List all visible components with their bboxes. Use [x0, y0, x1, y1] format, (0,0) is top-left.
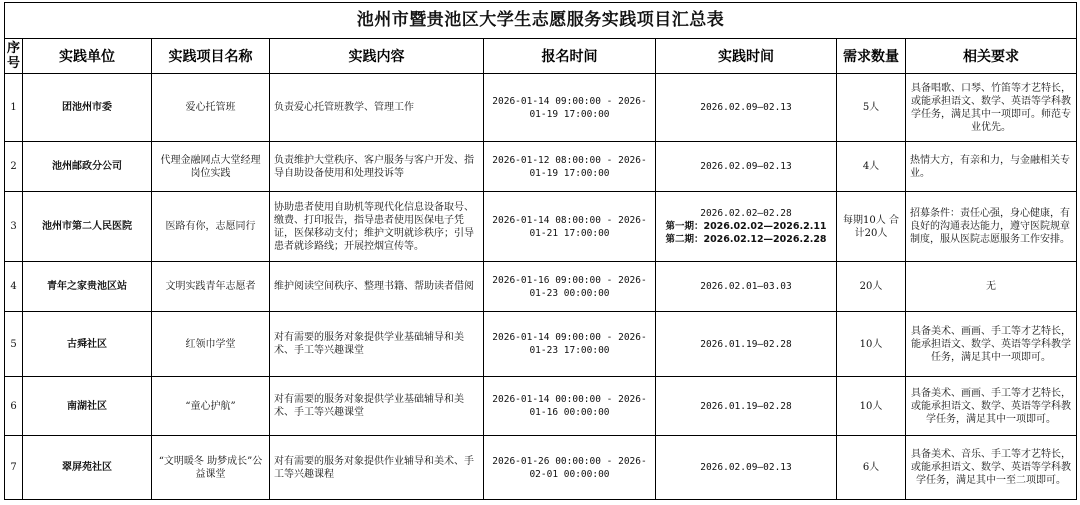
- row-qty: 10人: [837, 377, 906, 436]
- row-signup: 2026-01-14 08:00:00 - 2026-01-21 17:00:00: [484, 192, 656, 262]
- row-req: 招募条件：责任心强，身心健康，有良好的沟通表达能力，遵守医院规章制度，服从医院志愿服务工作安排。: [906, 192, 1077, 262]
- row-req: 具备美术、画画、手工等才艺特长，或能承担语文、数学、英语等学科教学任务，满足其中一项即可。: [906, 377, 1077, 436]
- summary-sheet: [4, 2, 1076, 500]
- row-time-main: 2026.02.09—02.13: [700, 161, 792, 172]
- row-qty: 4人: [837, 142, 906, 192]
- row-signup: 2026-01-14 09:00:00 - 2026-01-19 17:00:00: [484, 74, 656, 142]
- row-project: 爱心托管班: [152, 74, 270, 142]
- row-qty: 每期10人 合计20人: [837, 192, 906, 262]
- row-signup: 2026-01-14 09:00:00 - 2026-01-23 17:00:00: [484, 312, 656, 377]
- row-time: [656, 74, 837, 142]
- row-req: 具备美术、画画、手工等才艺特长，能承担语文、数学、英语等学科教学任务，满足其中一项即可。: [906, 312, 1077, 377]
- table-row: [5, 312, 1077, 377]
- row-unit: 古舜社区: [23, 312, 152, 377]
- table-row: [5, 377, 1077, 436]
- header-project: 实践项目名称: [152, 39, 270, 74]
- header-time: 实践时间: [656, 39, 837, 74]
- row-signup: 2026-01-14 00:00:00 - 2026-01-16 00:00:00: [484, 377, 656, 436]
- row-qty: 20人: [837, 262, 906, 312]
- row-index: 3: [5, 192, 23, 262]
- row-req: 具备美术、音乐、手工等才艺特长，或能承担语文、数学、英语等学科教学任务，满足其中一至二项即可。: [906, 436, 1077, 500]
- header-qty: 需求数量: [837, 39, 906, 74]
- row-time-main: 2026.02.01—03.03: [700, 281, 792, 292]
- row-unit: 池州邮政分公司: [23, 142, 152, 192]
- row-time: [656, 192, 837, 262]
- header-index-text: 序号: [6, 41, 20, 71]
- row-project: 文明实践青年志愿者: [152, 262, 270, 312]
- row-index: 1: [5, 74, 23, 142]
- row-time-main: 2026.01.19—02.28: [700, 338, 792, 350]
- table-row: [5, 192, 1077, 262]
- header-unit: 实践单位: [23, 39, 152, 74]
- row-qty: 5人: [837, 74, 906, 142]
- row-unit: 青年之家贵池区站: [23, 262, 152, 312]
- row-qty: 6人: [837, 436, 906, 500]
- row-content: 对有需要的服务对象提供学业基础辅导和美术、手工等兴趣课堂: [270, 377, 484, 436]
- row-content: 维护阅读空间秩序、整理书籍、帮助读者借阅: [270, 262, 484, 312]
- row-req: 具备唱歌、口琴、竹笛等才艺特长，或能承担语文、数学、英语等学科教学任务，满足其中一项即可。师范专业优先。: [906, 74, 1077, 142]
- row-unit: 翠屏苑社区: [23, 436, 152, 500]
- row-project: “童心护航”: [152, 377, 270, 436]
- header-content: 实践内容: [270, 39, 484, 74]
- row-signup: 2026-01-16 09:00:00 - 2026-01-23 00:00:00: [484, 262, 656, 312]
- row-time-main: 2026.02.09—02.13: [700, 462, 792, 473]
- table-row: [5, 74, 1077, 142]
- row-index: 4: [5, 262, 23, 312]
- header-row: [5, 39, 1077, 74]
- header-signup: 报名时间: [484, 39, 656, 74]
- row-content: 对有需要的服务对象提供作业辅导和美术、手工等兴趣课程: [270, 436, 484, 500]
- row-project: “文明暖冬 助梦成长”公益课堂: [152, 436, 270, 500]
- row-index: 5: [5, 312, 23, 377]
- row-time-main: 2026.02.09—02.13: [700, 102, 792, 113]
- row-unit: 团池州市委: [23, 74, 152, 142]
- row-signup: 2026-01-26 00:00:00 - 2026-02-01 00:00:00: [484, 436, 656, 500]
- row-time-main: 2026.01.19—02.28: [700, 400, 792, 412]
- row-req: 无: [906, 262, 1077, 312]
- row-time-main: 2026.02.02—02.28: [700, 208, 792, 219]
- project-table: [4, 2, 1077, 500]
- row-project: 代理金融网点大堂经理岗位实践: [152, 142, 270, 192]
- row-content: 负责爱心托管班教学、管理工作: [270, 74, 484, 142]
- row-time-phase-2: 第二期：2026.02.12—2026.2.28: [665, 234, 827, 245]
- table-row: [5, 262, 1077, 312]
- row-project: 红领巾学堂: [152, 312, 270, 377]
- row-qty: 10人: [837, 312, 906, 377]
- row-signup: 2026-01-12 08:00:00 - 2026-01-19 17:00:00: [484, 142, 656, 192]
- row-unit: 南湖社区: [23, 377, 152, 436]
- row-content: 负责维护大堂秩序、客户服务与客户开发、指导自助设备使用和处理投诉等: [270, 142, 484, 192]
- row-content: 协助患者使用自助机等现代化信息设备取号、缴费、打印报告，指导患者使用医保电子凭证，医保移动支付；维护文明就诊秩序；引导患者就诊路线；开展控烟宣传等。: [270, 192, 484, 262]
- row-req: 热情大方，有亲和力，与金融相关专业。: [906, 142, 1077, 192]
- row-time: [656, 262, 837, 312]
- row-index: 6: [5, 377, 23, 436]
- row-content: 对有需要的服务对象提供学业基础辅导和美术、手工等兴趣课堂: [270, 312, 484, 377]
- row-index: 7: [5, 436, 23, 500]
- table-row: [5, 142, 1077, 192]
- table-row: [5, 436, 1077, 500]
- header-index: [5, 39, 23, 74]
- row-unit: 池州市第二人民医院: [23, 192, 152, 262]
- row-time: [656, 312, 837, 377]
- row-project: 医路有你，志愿同行: [152, 192, 270, 262]
- header-req: 相关要求: [906, 39, 1077, 74]
- row-index: 2: [5, 142, 23, 192]
- row-time: [656, 436, 837, 500]
- row-time-phase-1: 第一期：2026.02.02—2026.2.11: [665, 221, 827, 232]
- table-title: 池州市暨贵池区大学生志愿服务实践项目汇总表: [5, 3, 1077, 39]
- row-time: [656, 142, 837, 192]
- row-time: [656, 377, 837, 436]
